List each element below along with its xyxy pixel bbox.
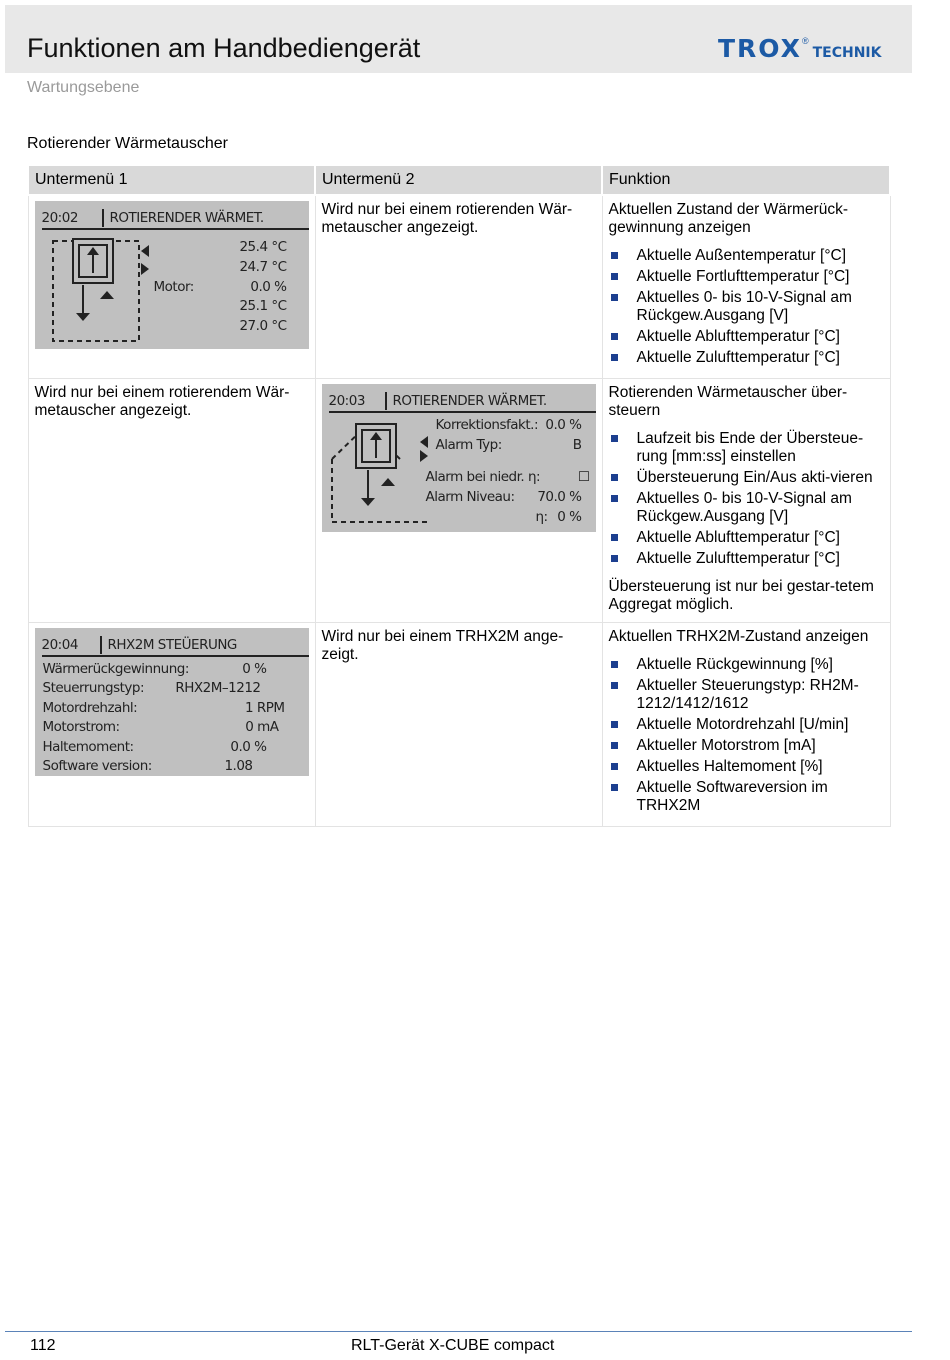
cell-untermenu-2	[315, 379, 602, 623]
lcd-label: Motorstrom:	[42, 719, 120, 735]
cell-funktion	[602, 623, 890, 827]
logo-registered: ®	[801, 36, 809, 46]
function-list	[609, 247, 884, 367]
lcd-value: RHX2M–1212	[175, 680, 261, 696]
function-list	[609, 656, 884, 815]
header-untermenu-2: Untermenü 2	[315, 165, 602, 195]
lcd-screen-20-03	[322, 384, 596, 532]
list-item: Aktuelles 0- bis 10-V-Signal am Rückgew.Ausgang [V]	[609, 289, 884, 325]
lcd-label: Alarm Niveau:	[425, 489, 515, 505]
lcd-label: Korrektionsfakt.:	[435, 417, 538, 433]
list-item: Laufzeit bis Ende der Übersteue-rung [mm:ss] einstellen	[609, 430, 884, 466]
lcd-value: 0 %	[557, 509, 582, 525]
page-number: 112	[30, 1337, 56, 1354]
lcd-value: 0 %	[242, 661, 267, 677]
table-row	[28, 623, 890, 827]
cell-text: Wird nur bei einem TRHX2M ange-zeigt.	[321, 628, 564, 663]
lcd-value: 25.4 °C	[239, 239, 287, 255]
lcd-time: 20:04	[41, 637, 78, 653]
page-title: Funktionen am Handbediengerät	[27, 33, 421, 63]
lcd-value: 24.7 °C	[239, 259, 287, 275]
lcd-time: 20:02	[41, 210, 78, 226]
cell-text: Wird nur bei einem rotierendem Wär-metauscher angezeigt.	[34, 384, 290, 419]
list-item: Aktueller Motorstrom [mA]	[609, 737, 884, 755]
trox-logo	[718, 34, 881, 64]
list-item: Aktuelles Haltemoment [%]	[609, 758, 884, 776]
heat-exchanger-diagram-icon	[328, 414, 438, 529]
document-name: RLT-Gerät X-CUBE compact	[351, 1337, 555, 1354]
section-title: Rotierender Wärmetauscher	[27, 135, 228, 152]
logo-suffix: TECHNIK	[812, 45, 882, 61]
function-title: Aktuellen Zustand der Wärmerück-gewinnung anzeigen	[608, 201, 848, 236]
footer-divider	[5, 1331, 912, 1332]
lcd-value: 0.0 %	[250, 279, 287, 295]
list-item: Aktuelle Zulufttemperatur [°C]	[609, 349, 884, 367]
list-item: Aktuelle Fortlufttemperatur [°C]	[609, 268, 884, 286]
lcd-value: 0.0 %	[230, 739, 267, 755]
lcd-value: 1 RPM	[244, 700, 285, 716]
cell-untermenu-1	[28, 623, 315, 827]
lcd-time: 20:03	[328, 393, 365, 409]
lcd-value: B	[572, 437, 582, 453]
lcd-title: ROTIERENDER WÄRMET.	[385, 392, 547, 410]
function-list	[609, 430, 884, 568]
lcd-label: Steuerrungstyp:	[42, 680, 145, 696]
lcd-label: Motordrehzahl:	[42, 700, 138, 716]
page-subtitle: Wartungsebene	[27, 79, 140, 96]
list-item: Aktuelle Ablufttemperatur [°C]	[609, 529, 884, 547]
header-untermenu-1: Untermenü 1	[28, 165, 315, 195]
lcd-value: 70.0 %	[537, 489, 582, 505]
lcd-label: Alarm bei niedr. η:	[425, 469, 541, 485]
table-row	[28, 379, 890, 623]
list-item: Aktuelle Softwareversion im TRHX2M	[609, 779, 884, 815]
lcd-title: RHX2M STEÜERUNG	[100, 636, 237, 654]
list-item: Aktuelle Rückgewinnung [%]	[609, 656, 884, 674]
lcd-label: Wärmerückgewinnung:	[42, 661, 189, 677]
lcd-value: 0 mA	[245, 719, 279, 735]
lcd-label: Alarm Typ:	[435, 437, 502, 453]
lcd-label: η:	[535, 509, 548, 525]
lcd-screen-20-02	[35, 201, 309, 349]
lcd-checkbox: ☐	[577, 469, 590, 485]
function-table	[27, 164, 891, 827]
cell-untermenu-2	[315, 195, 602, 379]
cell-text: Wird nur bei einem rotierenden Wär-metauscher angezeigt.	[321, 201, 573, 236]
lcd-value: 0.0 %	[545, 417, 582, 433]
function-title: Rotierenden Wärmetauscher über-steuern	[608, 384, 848, 419]
cell-untermenu-1	[28, 195, 315, 379]
list-item: Aktuelle Ablufttemperatur [°C]	[609, 328, 884, 346]
page-header	[5, 5, 912, 73]
lcd-screen-20-04	[35, 628, 309, 776]
lcd-value: 25.1 °C	[239, 298, 287, 314]
list-item: Übersteuerung Ein/Aus akti-vieren	[609, 469, 884, 487]
list-item: Aktuelle Motordrehzahl [U/min]	[609, 716, 884, 734]
lcd-label: Haltemoment:	[42, 739, 134, 755]
table-header-row	[28, 165, 890, 195]
logo-brand: TROX	[718, 34, 802, 63]
lcd-title: ROTIERENDER WÄRMET.	[102, 209, 264, 227]
cell-funktion	[602, 379, 890, 623]
list-item: Aktuelles 0- bis 10-V-Signal am Rückgew.Ausgang [V]	[609, 490, 884, 526]
lcd-motor-label: Motor:	[153, 279, 194, 295]
lcd-value: 1.08	[224, 758, 253, 774]
cell-untermenu-1	[28, 379, 315, 623]
function-note: Übersteuerung ist nur bei gestar-tetem Aggregat möglich.	[608, 578, 874, 613]
cell-untermenu-2	[315, 623, 602, 827]
list-item: Aktueller Steuerungstyp: RH2M-1212/1412/1612	[609, 677, 884, 713]
function-title: Aktuellen TRHX2M-Zustand anzeigen	[608, 628, 869, 645]
table-row	[28, 195, 890, 379]
cell-funktion	[602, 195, 890, 379]
list-item: Aktuelle Zulufttemperatur [°C]	[609, 550, 884, 568]
lcd-value: 27.0 °C	[239, 318, 287, 334]
header-funktion: Funktion	[602, 165, 890, 195]
list-item: Aktuelle Außentemperatur [°C]	[609, 247, 884, 265]
lcd-label: Software version:	[42, 758, 152, 774]
